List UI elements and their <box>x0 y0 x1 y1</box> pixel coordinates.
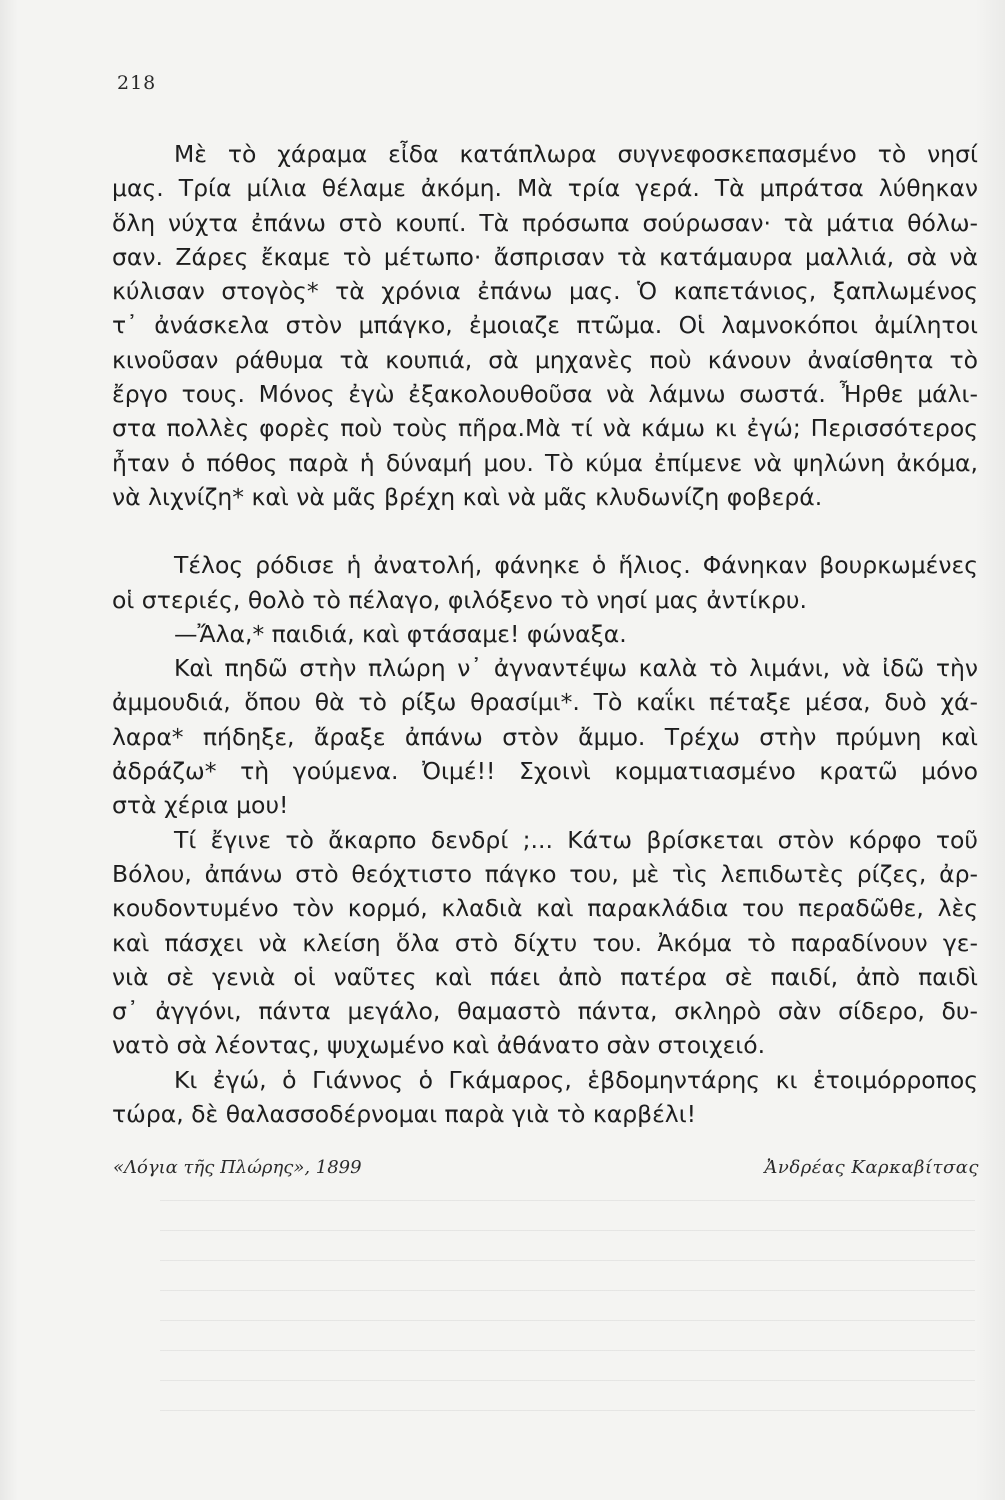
text-line: λαρα* πήδηξε, ἄραξε ἀπάνω στὸν ἄμμο. Τρέχω στὴν πρύμνη καὶ <box>112 722 978 751</box>
text-line: οἱ στεριές, θολὸ τὸ πέλαγο, φιλόξενο τὸ νησί μας ἀντίκρυ. <box>112 585 807 614</box>
paragraph-3-dialogue <box>112 617 978 651</box>
text-line: τώρα, δὲ θαλασσοδέρνομαι παρὰ γιὰ τὸ καρβέλι! <box>112 1100 697 1129</box>
text-line: καὶ πάσχει νὰ κλείση ὅλα στὸ δίχτυ του. Ἀκόμα τὸ παραδίνουν γε- <box>112 928 978 957</box>
show-through-texture <box>160 1200 975 1430</box>
text-line: Βόλου, ἀπάνω στὸ θεόχτιστο πάγκο του, μὲ τὶς λεπιδωτὲς ρίζες, ἀρ- <box>112 859 978 888</box>
paragraph-4 <box>112 651 978 822</box>
text-line: ὅλη νύχτα ἐπάνω στὸ κουπί. Τὰ πρόσωπα σούρωσαν· τὰ μάτια θόλω- <box>112 208 978 237</box>
text-line: νιὰ σὲ γενιὰ οἱ ναῦτες καὶ πάει ἀπὸ πατέρα σὲ παιδί, ἀπὸ παιδὶ <box>112 962 978 991</box>
text-line: στα πολλὲς φορὲς ποὺ τοὺς πῆρα.Μὰ τί νὰ κάμω κι ἐγώ; Περισσότερος <box>112 414 978 443</box>
text-line: ἀμμουδιά, ὅπου θὰ τὸ ρίξω θρασίμι*. Τὸ καΐκι πέταξε μέσα, δυὸ χά- <box>112 688 978 717</box>
text-line: στὰ χέρια μου! <box>112 791 289 820</box>
text-line: τ᾿ ἀνάσκελα στὸν μπάγκο, ἐμοιαζε πτῶμα. Οἱ λαμνοκόποι ἀμίλητοι <box>112 311 978 340</box>
text-line: σ᾿ ἀγγόνι, πάντα μεγάλο, θαμαστὸ πάντα, σκληρὸ σὰν σίδερο, δυ- <box>112 997 978 1026</box>
paragraph-gap <box>112 514 978 548</box>
text-line: Μὲ τὸ χάραμα εἶδα κατάπλωρα συγνεφοσκεπασμένο τὸ νησί <box>174 140 978 168</box>
text-line: κινοῦσαν ράθυμα τὰ κουπιά, σὰ μηχανὲς ποὺ κάνουν ἀναίσθητα τὸ <box>112 345 978 374</box>
text-line: Τί ἔγινε τὸ ἄκαρπο δενδρί ;... Κάτω βρίσκεται στὸν κόρφο τοῦ <box>174 825 978 854</box>
text-line: μας. Τρία μίλια θέλαμε ἀκόμη. Μὰ τρία γερά. Τὰ μπράτσα λύθηκαν <box>112 174 978 203</box>
text-line: —Ἄλα,* παιδιά, καὶ φτάσαμε! φώναξα. <box>174 619 627 648</box>
text-line: Κι ἐγώ, ὁ Γιάννος ὁ Γκάμαρος, ἑβδομηντάρης κι ἑτοιμόρροπος <box>174 1065 978 1094</box>
text-line: ἀδράζω* τὴ γούμενα. Ὀιμέ!! Σχοινὶ κομματιασμένο κρατῶ μόνο <box>112 757 978 786</box>
paragraph-6 <box>112 1063 978 1132</box>
author-name: Ἀνδρέας Καρκαβίτσας <box>764 1157 979 1178</box>
text-line: κύλισαν στογὸς* τὰ χρόνια ἐπάνω μας. Ὁ καπετάνιος, ξαπλωμένος <box>112 277 978 306</box>
text-line: νὰ λιχνίζη* καὶ νὰ μᾶς βρέχη καὶ νὰ μᾶς κλυδωνίζη φοβερά. <box>112 482 823 511</box>
source-citation: «Λόγια τῆς Πλώρης», 1899 <box>113 1157 362 1178</box>
text-line: ἔργο τους. Μόνος ἐγὼ ἐξακολουθοῦσα νὰ λάμνω σωστά. Ἦρθε μάλι- <box>112 380 978 409</box>
text-line: ἦταν ὁ πόθος παρὰ ἡ δύναμή μου. Τὸ κύμα ἐπίμενε νὰ ψηλώνη ἀκόμα, <box>112 448 978 477</box>
text-line: Τέλος ρόδισε ἡ ἀνατολή, φάνηκε ὁ ἥλιος. Φάνηκαν βουρκωμένες <box>174 551 978 580</box>
paragraph-5 <box>112 823 978 1063</box>
paragraph-1 <box>112 137 978 514</box>
text-line: σαν. Ζάρες ἔκαμε τὸ μέτωπο· ἄσπρισαν τὰ κατάμαυρα μαλλιά, σὰ νὰ <box>112 242 978 271</box>
paragraph-2 <box>112 548 978 617</box>
story-text <box>112 137 978 1131</box>
text-line: κουδοντυμένο τὸν κορμό, κλαδιὰ καὶ παρακλάδια του περαδῶθε, λὲς <box>112 894 978 923</box>
text-line: Καὶ πηδῶ στὴν πλώρη ν᾿ ἀγναντέψω καλὰ τὸ λιμάνι, νὰ ἰδῶ τὴν <box>174 654 978 683</box>
text-line: νατὸ σὰ λέοντας, ψυχωμένο καὶ ἀθάνατο σὰν στοιχειό. <box>112 1031 766 1060</box>
page-number: 218 <box>117 72 157 94</box>
